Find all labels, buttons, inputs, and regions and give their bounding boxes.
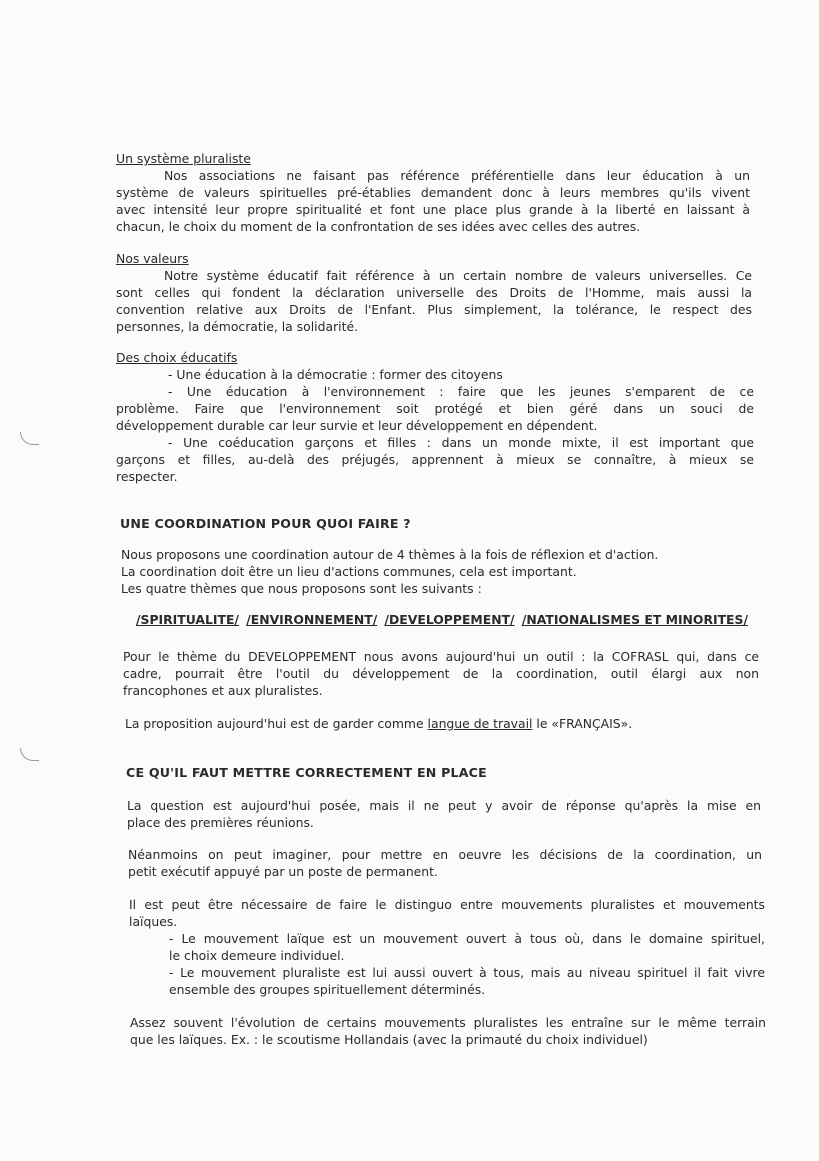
paragraph-line: avec intensité leur propre spiritualité et font une place plus grande à la liberté en laissant à [116,202,750,217]
mise-en-place-title: CE QU'IL FAUT METTRE CORRECTEMENT EN PLACE [126,765,487,780]
punch-hole-mark [20,432,39,445]
section-heading: Un système pluraliste [116,151,251,166]
list-item: le choix demeure individuel. [169,948,345,963]
list-item: - Une éducation à la démocratie : former des citoyens [168,367,503,382]
section-choix-educatifs [116,349,754,485]
section-heading: Des choix éducatifs [116,350,238,365]
punch-hole-mark [20,748,39,761]
paragraph-line: Les quatre thèmes que nous proposons sont les suivants : [121,581,482,596]
distinguo-paragraph [129,896,765,998]
theme-developpement: /DEVELOPPEMENT/ [384,612,515,627]
list-item: - Le mouvement laïque est un mouvement ouvert à tous où, dans le domaine spirituel, [169,931,765,946]
paragraph-line [125,715,725,732]
section-pluraliste [116,150,750,235]
langue-text-before: La proposition aujourd'hui est de garder comme [125,716,428,731]
langue-paragraph [125,715,725,732]
question-paragraph [127,797,761,831]
coordination-title: UNE COORDINATION POUR QUOI FAIRE ? [120,516,411,531]
paragraph-line: que les laïques. Ex. : le scoutisme Hollandais (avec la primauté du choix individuel) [130,1032,648,1047]
section-valeurs [116,250,752,335]
paragraph-line: francophones et aux pluralistes. [123,683,323,698]
paragraph-line: Néanmoins on peut imaginer, pour mettre en oeuvre les décisions de la coordination, un [128,847,762,862]
paragraph-line: développement durable car leur survie et leur développement en dépendent. [116,418,598,433]
paragraph-line: système de valeurs spirituelles pré-établies demandent donc à leurs membres qu'ils vivent [116,185,750,200]
paragraph-line: personnes, la démocratie, la solidarité. [116,319,359,334]
evolution-paragraph [130,1014,766,1048]
paragraph-line: laïques. [129,914,178,929]
paragraph-line: Pour le thème du DEVELOPPEMENT nous avons aujourd'hui un outil : la COFRASL qui, dans ce [123,649,759,664]
list-item: - Une éducation à l'environnement : faire que les jeunes s'emparent de ce [168,384,754,399]
paragraph-line: Il est peut être nécessaire de faire le distinguo entre mouvements pluralistes et mouvements [129,897,765,912]
theme-nationalismes: /NATIONALISMES ET MINORITES/ [521,612,748,627]
paragraph-line: problème. Faire que l'environnement soit protégé et bien géré dans un souci de [116,401,754,416]
paragraph-line: place des premières réunions. [127,815,314,830]
themes-list [136,612,748,627]
paragraph-line: petit exécutif appuyé par un poste de permanent. [128,864,438,879]
list-item: - Une coéducation garçons et filles : dans un monde mixte, il est important que [168,435,754,450]
executif-paragraph [128,846,762,880]
theme-spiritualite: /SPIRITUALITE/ [136,612,239,627]
section-heading: Nos valeurs [116,251,189,266]
paragraph-line: respecter. [116,469,178,484]
paragraph-line: sont celles qui fondent la déclaration universelle des Droits de l'Homme, mais aussi la [116,285,752,300]
paragraph-line: garçons et filles, au-delà des préjugés, apprennent à mieux se connaître, à mieux se [116,452,754,467]
list-item: ensemble des groupes spirituellement déterminés. [169,982,486,997]
paragraph-line: cadre, pourrait être l'outil du développement de la coordination, outil élargi aux non [123,666,759,681]
theme-environnement: /ENVIRONNEMENT/ [246,612,378,627]
paragraph-line: convention relative aux Droits de l'Enfant. Plus simplement, la tolérance, le respect des [116,302,752,317]
coordination-intro [121,546,761,597]
developpement-paragraph [123,648,759,699]
paragraph-line: La question est aujourd'hui posée, mais il ne peut y avoir de réponse qu'après la mise en [127,798,761,813]
langue-de-travail: langue de travail [427,716,533,731]
langue-text-after: le «FRANÇAIS». [532,716,633,731]
list-item: - Le mouvement pluraliste est lui aussi ouvert à tous, mais au niveau spirituel il fait vivre [169,965,765,980]
paragraph-line: chacun, le choix du moment de la confrontation de ses idées avec celles des autres. [116,219,641,234]
paragraph-line: Nos associations ne faisant pas référence préférentielle dans leur éducation à un [164,168,750,183]
paragraph-line: La coordination doit être un lieu d'actions communes, cela est important. [121,564,577,579]
paragraph-line: Assez souvent l'évolution de certains mouvements pluralistes les entraîne sur le même terrain [130,1015,766,1030]
paragraph-line: Nous proposons une coordination autour de 4 thèmes à la fois de réflexion et d'action. [121,547,659,562]
paragraph-line: Notre système éducatif fait référence à un certain nombre de valeurs universelles. Ce [164,268,752,283]
